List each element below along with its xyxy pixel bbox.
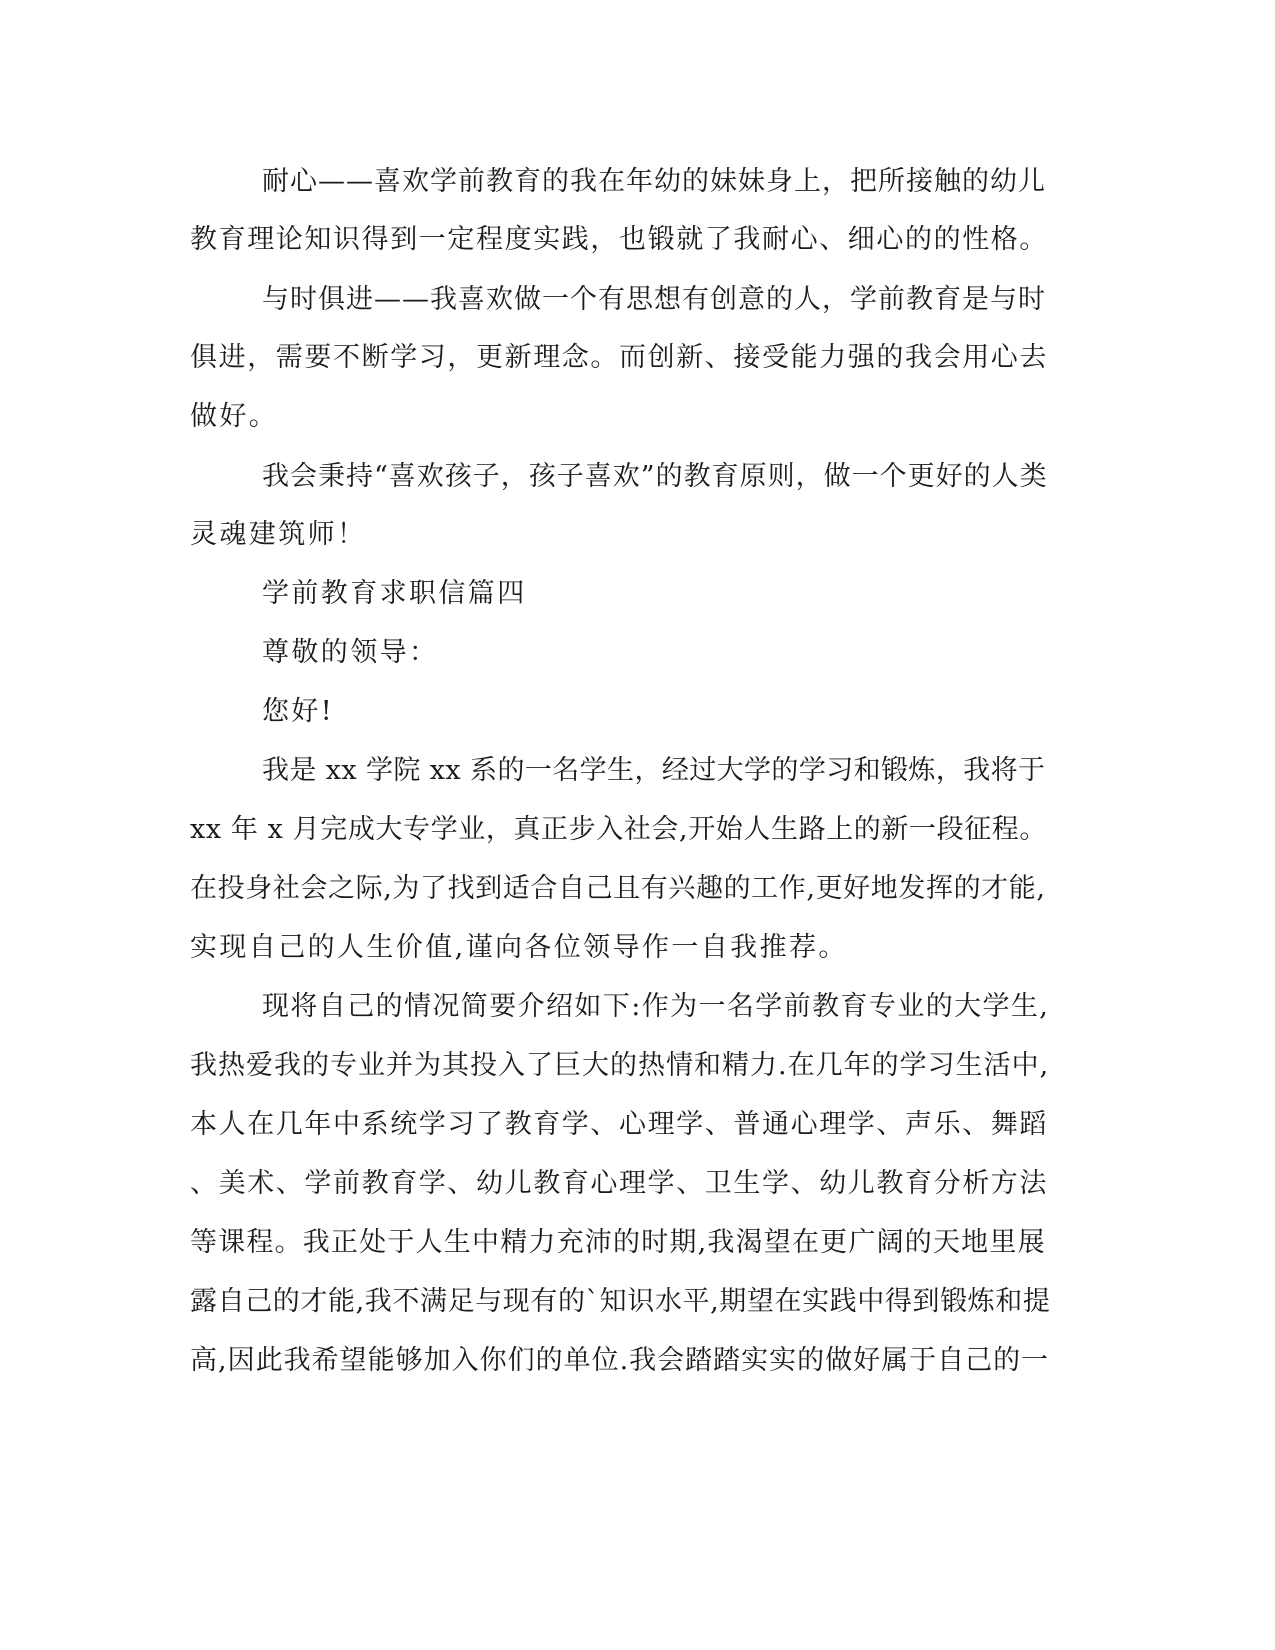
paragraph-line: 灵魂建筑师！ (190, 519, 367, 550)
paragraph-line: 本人在几年中系统学习了教育学、心理学、普通心理学、声乐、舞蹈 (190, 1109, 1048, 1140)
paragraph-line: 我是 xx 学院 xx 系的一名学生，经过大学的学习和锻炼，我将于 (262, 755, 1046, 786)
paragraph-line: 、美术、学前教育学、幼儿教育心理学、卫生学、幼儿教育分析方法 (190, 1168, 1048, 1199)
paragraph-line: 露自己的才能,我不满足与现有的`知识水平,期望在实践中得到锻炼和提 (190, 1286, 1051, 1317)
paragraph-line: 在投身社会之际,为了找到适合自己且有兴趣的工作,更好地发挥的才能, (190, 873, 1046, 904)
paragraph-line: 我会秉持“喜欢孩子，孩子喜欢”的教育原则，做一个更好的人类 (262, 461, 1048, 492)
paragraph-line: 做好。 (190, 401, 279, 432)
paragraph-line: 实现自己的人生价值,谨向各位领导作一自我推荐。 (190, 932, 848, 963)
paragraph-line: 教育理论知识得到一定程度实践，也锻就了我耐心、细心的的性格。 (190, 224, 1048, 255)
salutation: 尊敬的领导： (262, 637, 439, 668)
paragraph-line: 我热爱我的专业并为其投入了巨大的热情和精力.在几年的学习生活中, (190, 1050, 1050, 1081)
section-heading: 学前教育求职信篇四 (262, 578, 527, 609)
paragraph-line: 与时俱进——我喜欢做一个有思想有创意的人，学前教育是与时 (262, 284, 1046, 315)
paragraph-line: 耐心——喜欢学前教育的我在年幼的妹妹身上，把所接触的幼儿 (262, 166, 1046, 197)
paragraph-line: xx 年 x 月完成大专学业，真正步入社会,开始人生路上的新一段征程。 (190, 814, 1048, 845)
greeting: 您好! (262, 696, 335, 727)
paragraph-line: 俱进，需要不断学习，更新理念。而创新、接受能力强的我会用心去 (190, 342, 1048, 373)
paragraph-line: 现将自己的情况简要介绍如下:作为一名学前教育专业的大学生, (262, 991, 1050, 1022)
paragraph-line: 高,因此我希望能够加入你们的单位.我会踏踏实实的做好属于自己的一 (190, 1345, 1050, 1376)
paragraph-line: 等课程。我正处于人生中精力充沛的时期,我渴望在更广阔的天地里展 (190, 1227, 1046, 1258)
